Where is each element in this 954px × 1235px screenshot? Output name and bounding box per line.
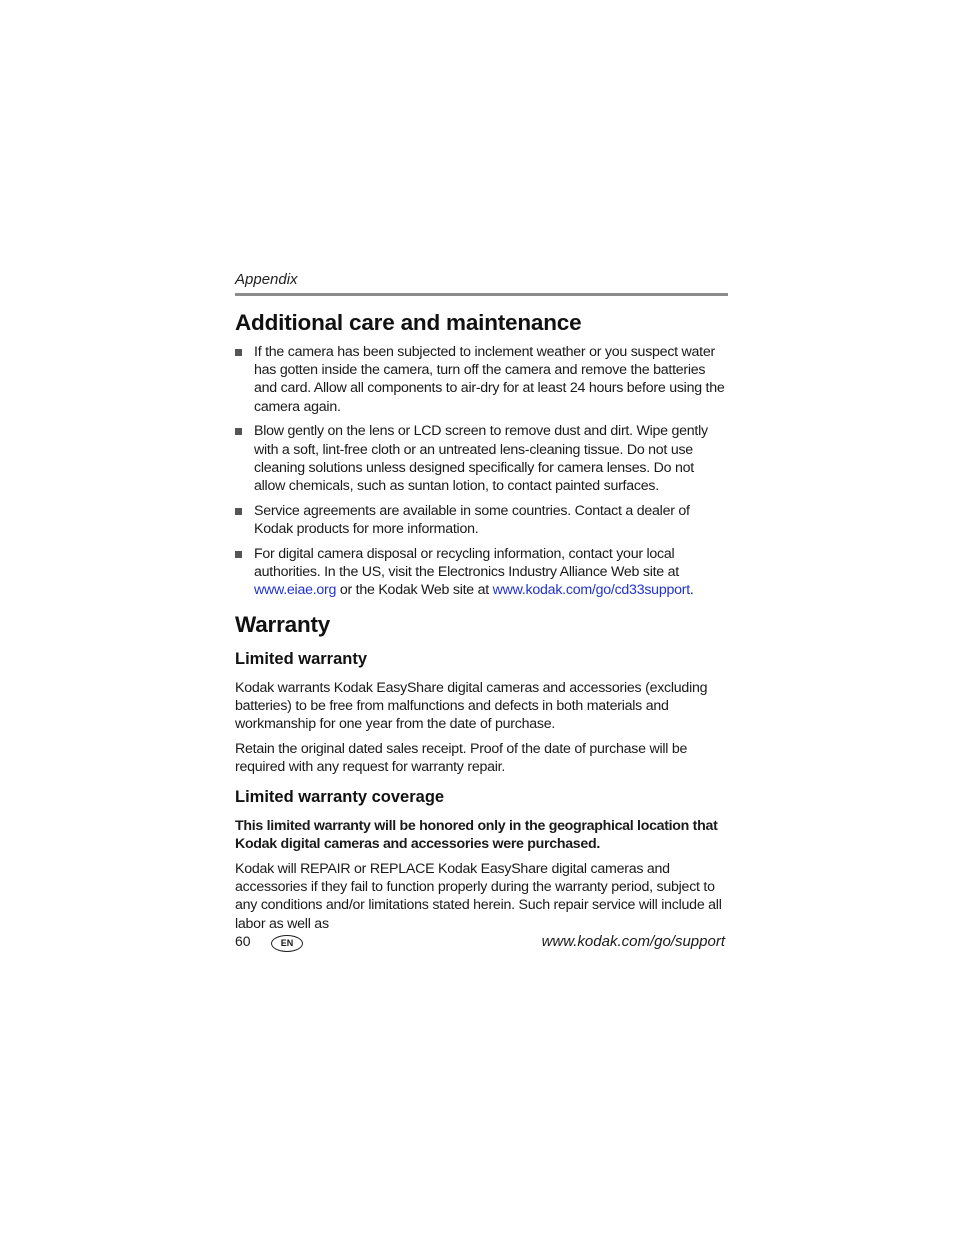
language-badge: EN: [271, 935, 303, 952]
warranty-heading: Warranty: [235, 612, 331, 637]
square-bullet-icon: [235, 508, 242, 515]
coverage-bold-paragraph: This limited warranty will be honored only in the geographical location that Kodak digital cameras and accessories were purchased.: [235, 818, 718, 853]
care-list-item: [235, 545, 728, 600]
square-bullet-icon: [235, 428, 242, 435]
page-footer: [235, 931, 725, 953]
section-label: Appendix: [235, 271, 298, 288]
page-number: 60: [235, 933, 251, 949]
limited-warranty-heading: Limited warranty: [235, 650, 368, 668]
square-bullet-icon: [235, 551, 242, 558]
eiae-link[interactable]: www.eiae.org: [254, 581, 337, 598]
care-list-item: [235, 343, 728, 416]
care-item-text: or the Kodak Web site at: [336, 581, 493, 598]
header-rule: [235, 293, 728, 296]
care-list-item: [235, 422, 728, 495]
support-url: www.kodak.com/go/support: [541, 933, 725, 950]
care-list-item: [235, 502, 728, 538]
receipt-paragraph: Retain the original dated sales receipt. Proof of the date of purchase will be required with any request for warranty repair.: [235, 741, 688, 776]
coverage-paragraph: Kodak will REPAIR or REPLACE Kodak EasyShare digital cameras and accessories if they fail to function properly during the warranty period, subject to any conditions and/or limitations stated herein. Such repair service will include all labor as well as: [235, 861, 722, 932]
care-item-text: If the camera has been subjected to inclement weather or you suspect water has gotten inside the camera, turn off the camera and remove the batteries and card. Allow all components to air-dry for at least 24 hours before using the camera again.: [254, 344, 725, 415]
square-bullet-icon: [235, 349, 242, 356]
kodak-cd33-support-link[interactable]: www.kodak.com/go/cd33support: [492, 581, 690, 598]
care-item-text: .: [689, 581, 694, 598]
limited-warranty-paragraph: Kodak warrants Kodak EasyShare digital cameras and accessories (excluding batteries) to be free from malfunctions and defects in both materials and workmanship for one year from the date of purchase.: [235, 680, 708, 733]
care-item-text: Blow gently on the lens or LCD screen to remove dust and dirt. Wipe gently with a soft, lint-free cloth or an untreated lens-cleaning tissue. Do not use cleaning solutions unless designed specifically for camera lenses. Do not allow chemicals, such as suntan lotion, to contact painted surfaces.: [254, 423, 708, 494]
care-heading: Additional care and maintenance: [235, 310, 582, 335]
care-item-text: For digital camera disposal or recycling information, contact your local authorities. In the US, visit the Electronics Industry Alliance Web site at: [254, 545, 679, 580]
care-item-text: Service agreements are available in some countries. Contact a dealer of Kodak products for more information.: [254, 502, 690, 537]
coverage-heading: Limited warranty coverage: [235, 788, 445, 806]
care-list: [235, 343, 728, 606]
